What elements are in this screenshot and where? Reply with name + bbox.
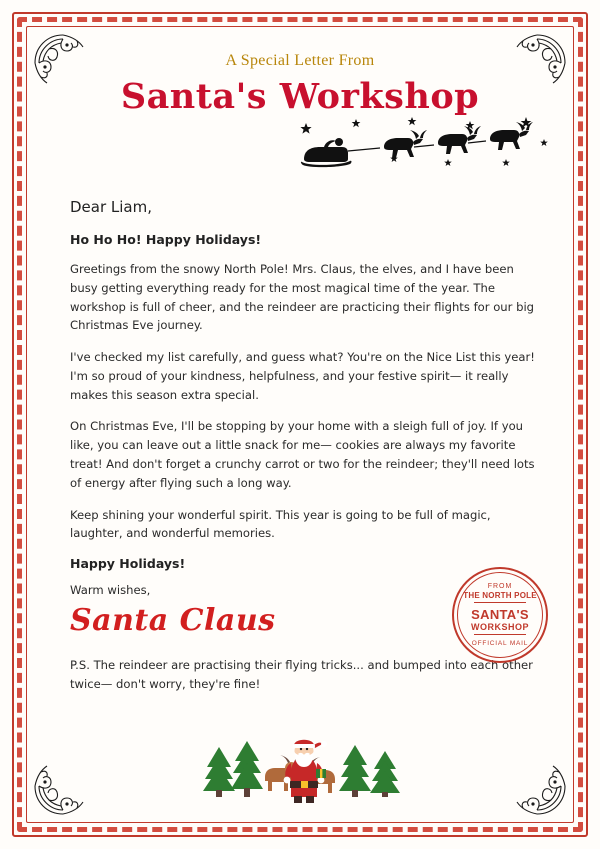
stamp-official-label: OFFICIAL MAIL (471, 640, 529, 647)
stamp-inner-ring (457, 572, 543, 658)
stamp-workshop-label: WORKSHOP (471, 622, 529, 632)
stamp-divider (474, 602, 526, 603)
north-pole-stamp (452, 567, 548, 663)
santa-signature: Santa Claus (70, 603, 276, 639)
letter-header (40, 52, 560, 117)
letter-paragraph-3: On Christmas Eve, I'll be stopping by your home with a sleigh full of joy. If you like, you can leave out a little snack for me— cookies are always my favorite treat! And don't forget a crunchy carrot or two for the reindeer; they'll need lots of energy after flying such a long way. (70, 419, 535, 490)
letter-paragraph-1: Greetings from the snowy North Pole! Mrs. Claus, the elves, and I have been busy getting everything ready for the most magical time of the year. The workshop is full of cheer, and the reindeer are practicing their flights for our big Christmas Eve journey. (70, 262, 535, 333)
letter-sign-off: Warm wishes, (70, 583, 151, 598)
letter-paragraph-2: I've checked my list carefully, and guess what? You're on the Nice List this year! I'm so proud of your kindness, helpfulness, and your festive spirit— it really makes this season extra special. (70, 350, 535, 402)
corner-flourish-icon (33, 754, 95, 816)
letter-postscript: P.S. The reindeer are practising their flying tricks... and bumped into each other twice— don't worry, they're fine! (70, 658, 533, 691)
letter-exclaim: Ho Ho Ho! Happy Holidays! (70, 232, 262, 247)
stamp-santa-label: SANTA'S (471, 607, 529, 622)
stamp-divider (474, 634, 526, 635)
page-title: Santa's Workshop (120, 76, 480, 117)
stamp-place-label: THE NORTH POLE (463, 591, 537, 600)
letter-closing-exclaim: Happy Holidays! (70, 556, 186, 572)
santa-sleigh-reindeer-icon (294, 115, 554, 175)
letter-paragraph-4: Keep shining your wonderful spirit. This year is going to be full of magic, laughter, and wonderful memories. (70, 507, 491, 541)
header-subtitle: A Special Letter From (225, 52, 375, 69)
corner-flourish-icon (505, 754, 567, 816)
stamp-from-label: FROM (487, 583, 513, 590)
letter-greeting: Dear Liam, (70, 198, 153, 216)
santa-and-reindeer-illustration (185, 721, 415, 807)
